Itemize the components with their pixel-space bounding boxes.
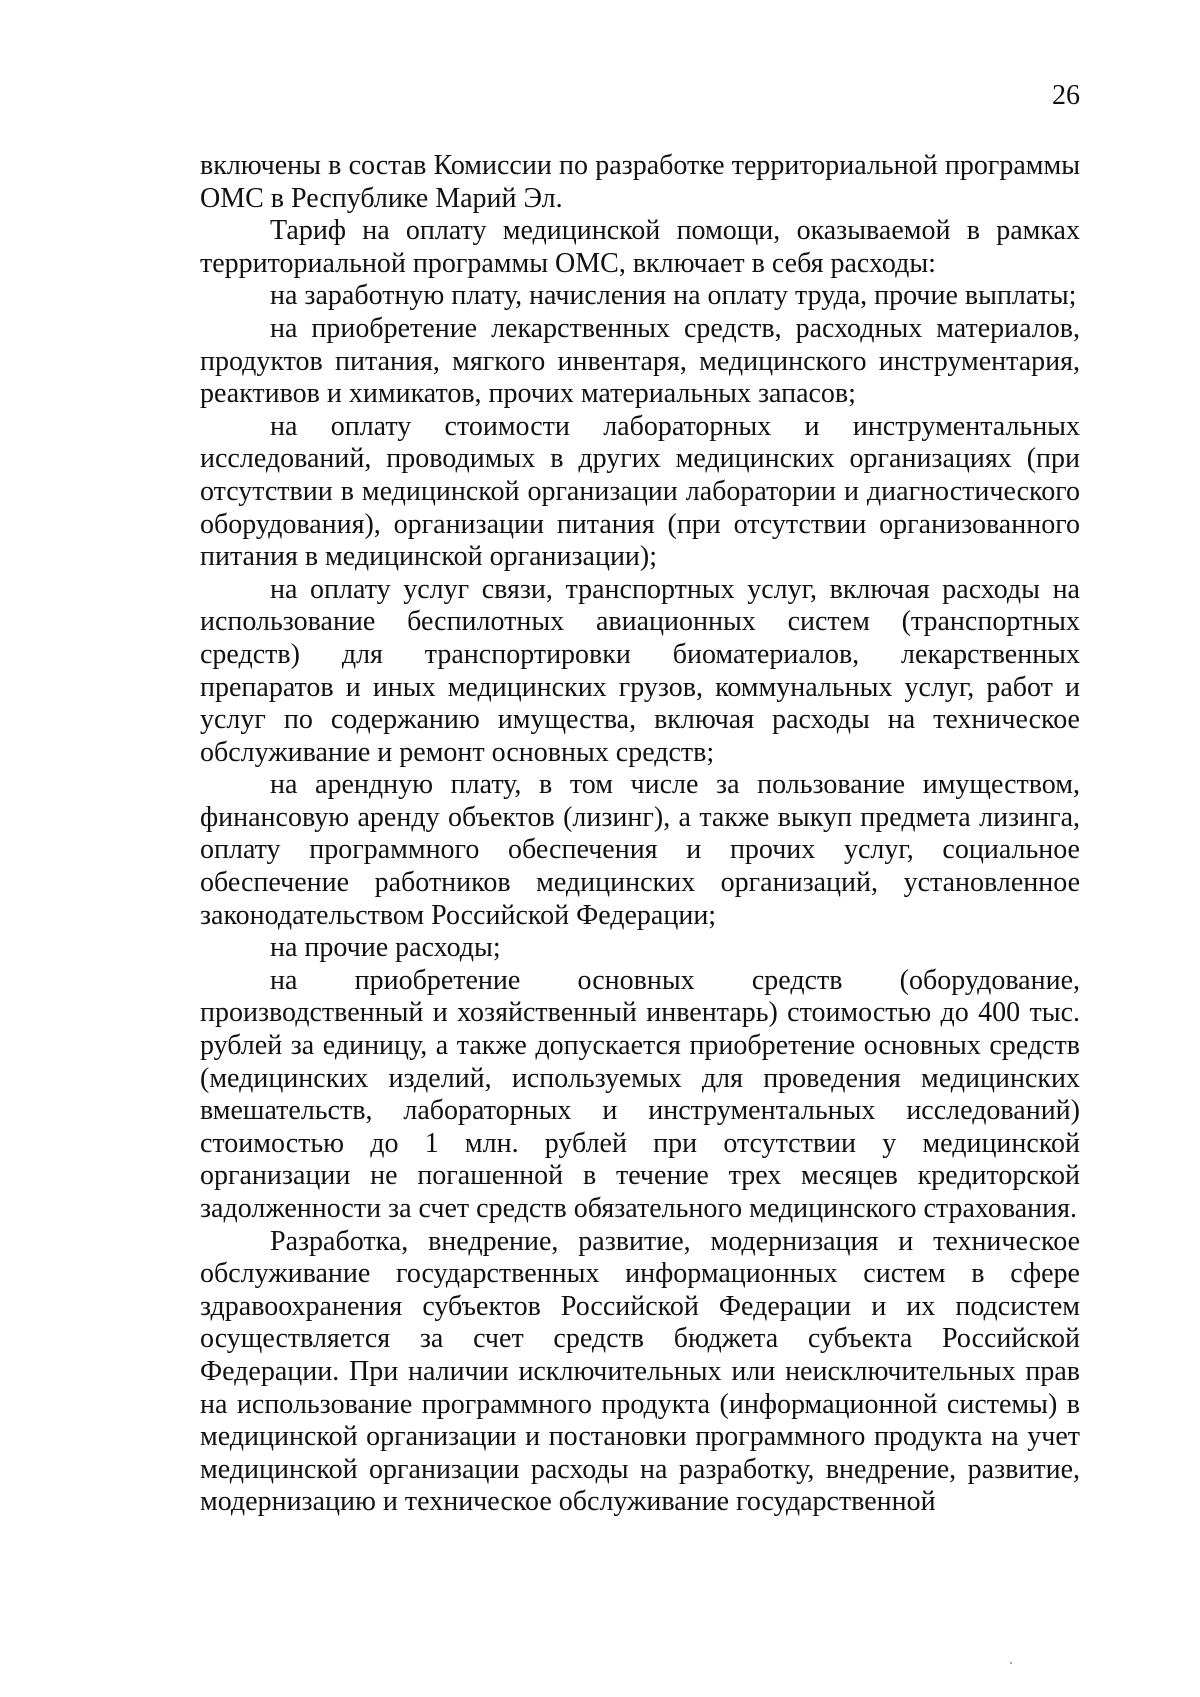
paragraph-lab-research: на оплату стоимости лабораторных и инструментальных исследований, проводимых в других медицинских организациях (при отсутствии в медицинской организации лаборатории и диагностического оборудования), организации питания (при отсутствии организованного питания в медицинской организации); [200,410,1080,573]
scan-artifact [1010,1662,1012,1664]
paragraph-information-systems: Разработка, внедрение, развитие, модернизация и техническое обслуживание государственных информационных систем в сфере здравоохранения субъектов Российской Федерации и их подсистем осуществляется за счет средств бюджета субъекта Российской Федерации. При наличии исключительных или неисключительных прав на использование программного продукта (информационной системы) в медицинской организации и постановки программного продукта на учет медицинской организации расходы на разработку, внедрение, развитие, модернизацию и техническое обслуживание государственной [200,1225,1080,1518]
paragraph-medicines: на приобретение лекарственных средств, расходных материалов, продуктов питания, мягкого инвентаря, медицинского инструментария, реактивов и химикатов, прочих материальных запасов; [200,312,1080,410]
paragraph-tariff-intro: Тариф на оплату медицинской помощи, оказываемой в рамках территориальной программы ОМС, включает в себя расходы: [200,215,1080,279]
paragraph-fixed-assets: на приобретение основных средств (оборудование, производственный и хозяйственный инвентарь) стоимостью до 400 тыс. рублей за единицу, а также допускается приобретение основных средств (медицинских изделий, используемых для проведения медицинских вмешательств, лабораторных и инструментальных исследований) стоимостью до 1 млн. рублей при отсутствии у медицинской организации не погашенной в течение трех месяцев кредиторской задолженности за счет средств обязательного медицинского страхования. [200,964,1080,1224]
paragraph-communication: на оплату услуг связи, транспортных услуг, включая расходы на использование беспилотных авиационных систем (транспортных средств) для транспортировки биоматериалов, лекарственных препаратов и иных медицинских грузов, коммунальных услуг, работ и услуг по содержанию имущества, включая расходы на техническое обслуживание и ремонт основных средств; [200,573,1080,768]
paragraph-salary: на заработную плату, начисления на оплату труда, прочие выплаты; [270,280,1077,312]
paragraph-rent: на арендную плату, в том числе за пользование имуществом, финансовую аренду объектов (лизинг), а также выкуп предмета лизинга, оплату программного обеспечения и прочих услуг, социальное обеспечение работников медицинских организаций, установленное законодательством Российской Федерации; [200,769,1080,931]
paragraph-other-expenses: на прочие расходы; [270,932,501,964]
page-number: 26 [1052,80,1080,111]
paragraph-continuation: включены в состав Комиссии по разработке территориальной программы ОМС в Республике Марий Эл. [200,150,1080,214]
document-body [200,150,1080,1519]
